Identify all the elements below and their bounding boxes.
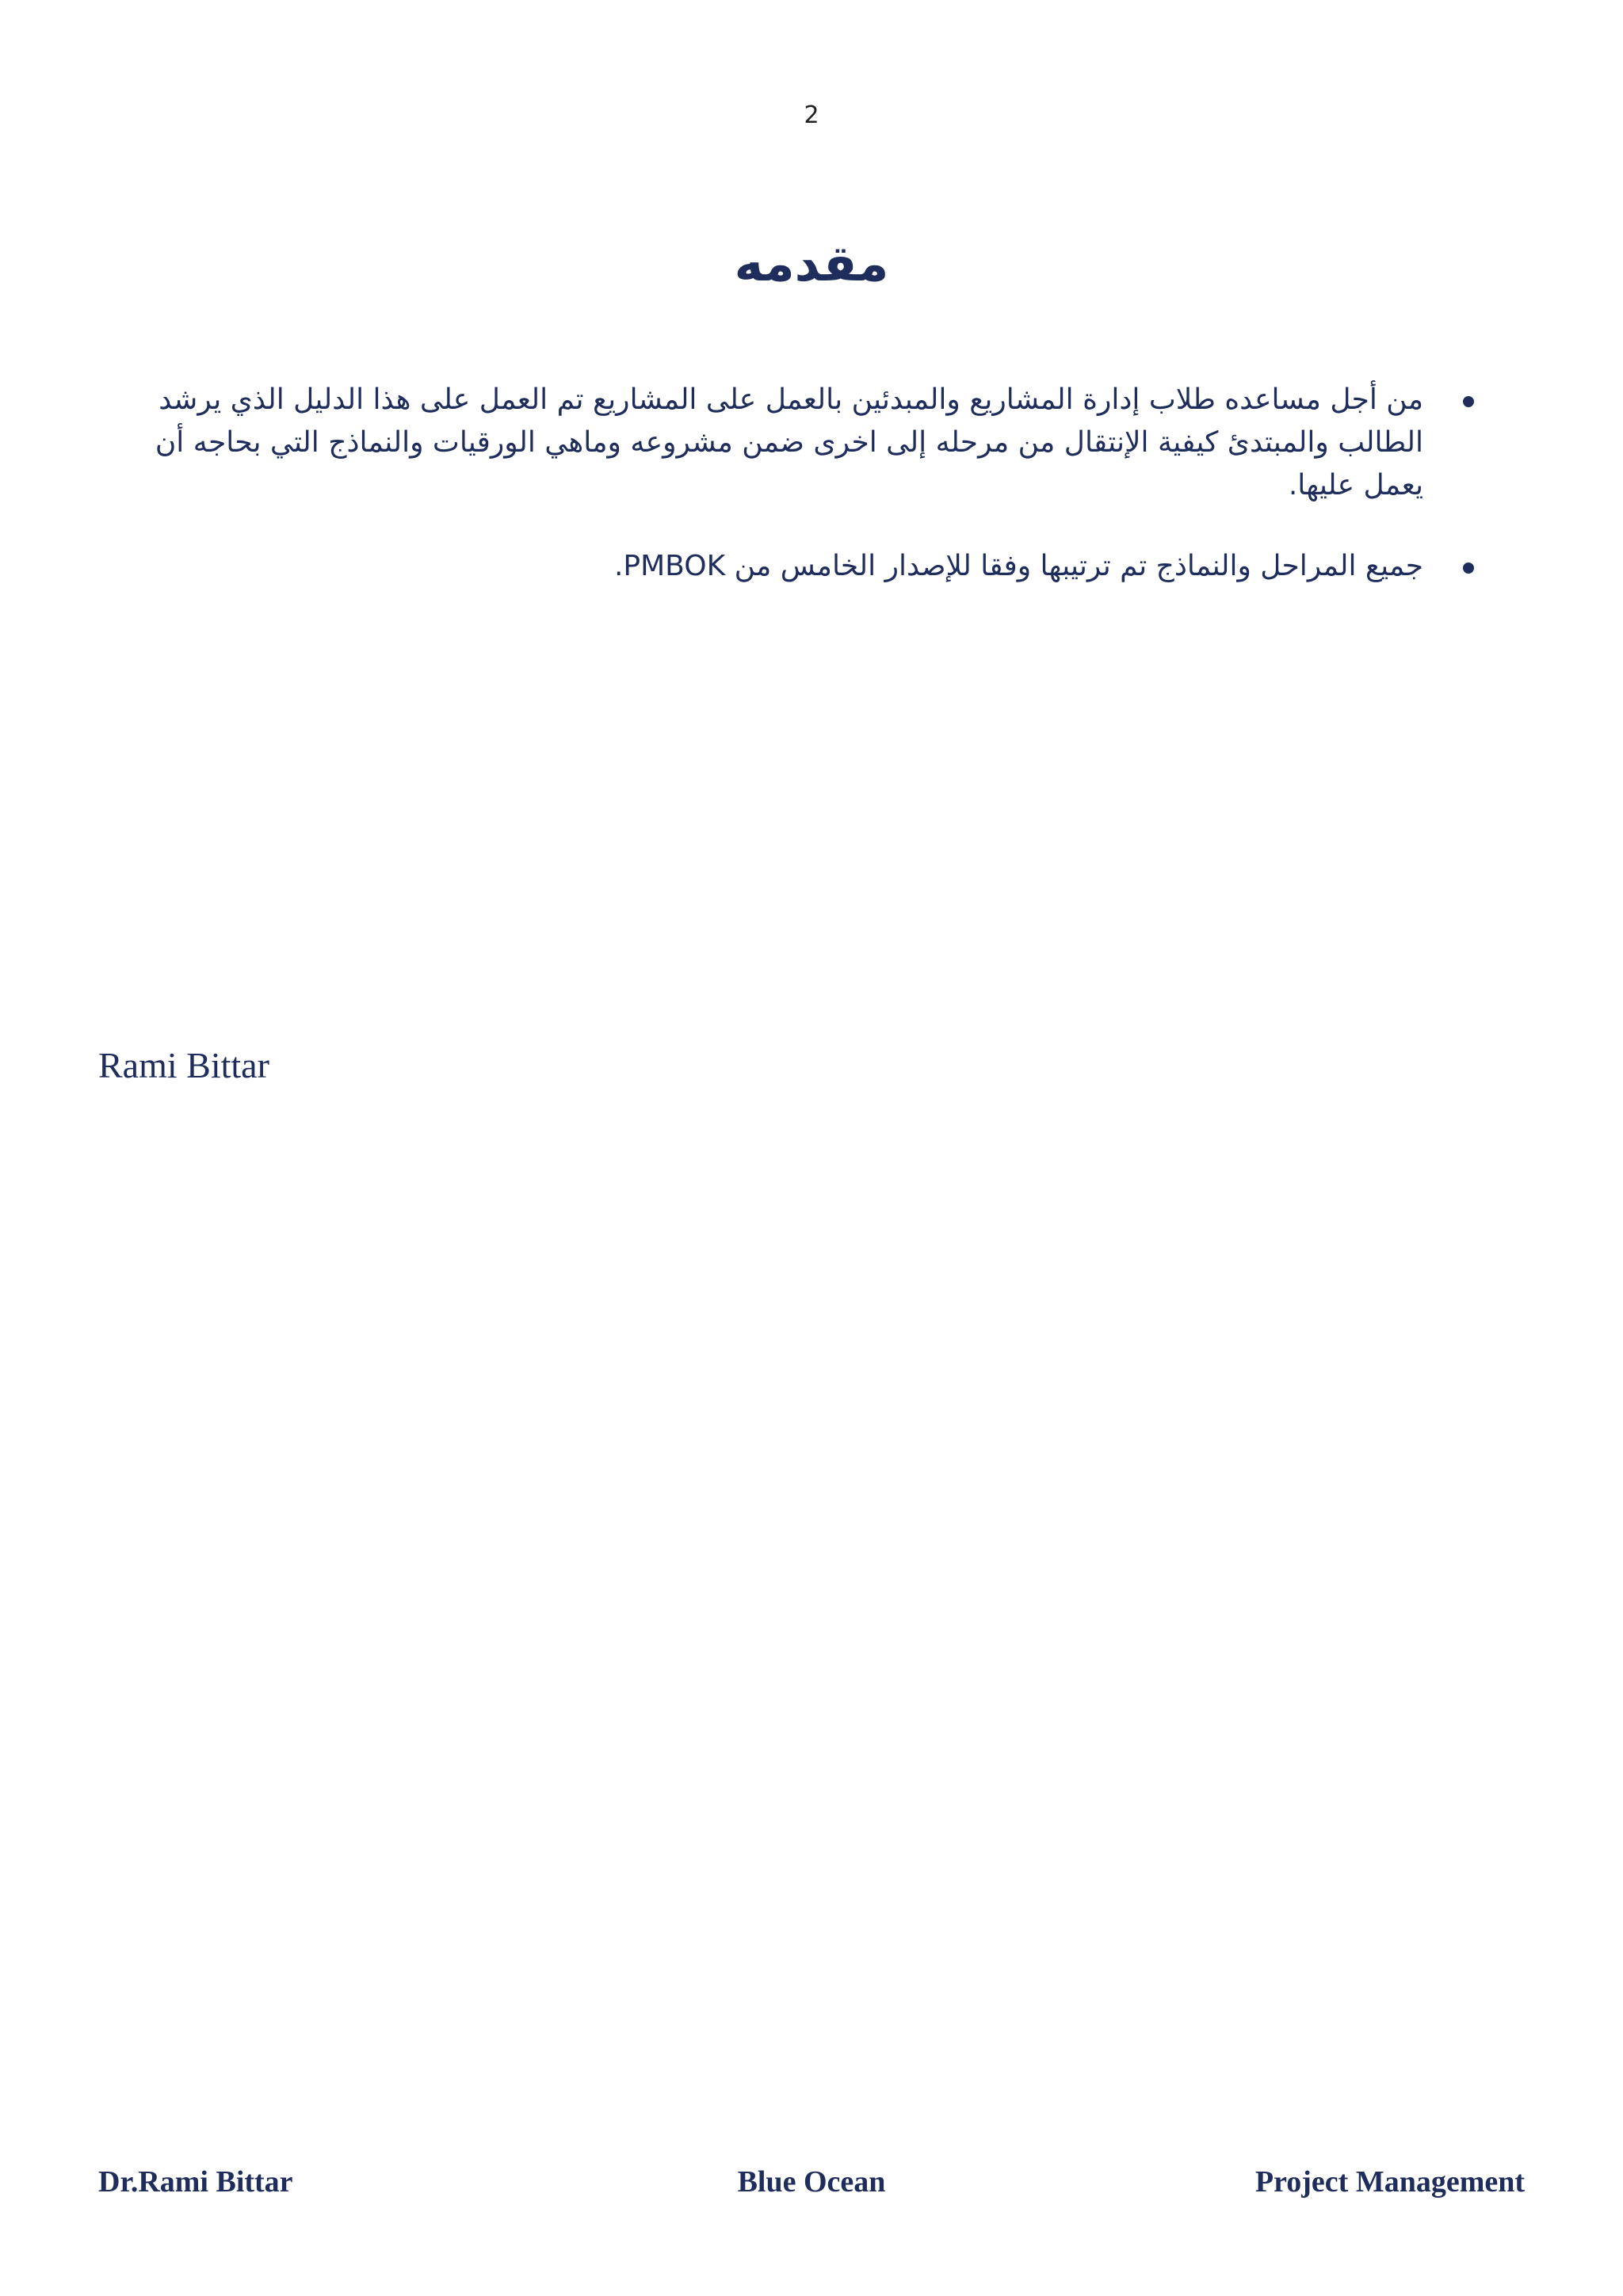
list-item [117,379,1474,507]
footer-right-text: Project Management [1254,2165,1525,2199]
bullet-icon [1463,563,1474,574]
page-footer [98,2164,1525,2212]
list-item [117,545,1474,588]
bullet-text: من أجل مساعده طلاب إدارة المشاريع والمبدئين بالعمل على المشاريع تم العمل على هذا الدليل الذي يرشد الطالب والمبتدئ كيفية الإنتقال من مرحله إلى اخرى ضمن مشروعه وماهي الورقيات والنماذج التي بحاجه أن يعمل عليها. [155,383,1423,502]
bullet-text: جميع المراحل والنماذج تم ترتيبها وفقا للإصدار الخامس من PMBOK. [613,550,1423,582]
page-number: 2 [804,101,819,129]
page-title: مقدمه [734,235,889,292]
footer-left-text: Dr.Rami Bittar [98,2165,293,2199]
author-name: Rami Bittar [98,1045,269,1085]
footer-center-text: Blue Ocean [737,2165,886,2199]
bullet-icon [1463,396,1474,407]
bullet-list [117,379,1474,626]
